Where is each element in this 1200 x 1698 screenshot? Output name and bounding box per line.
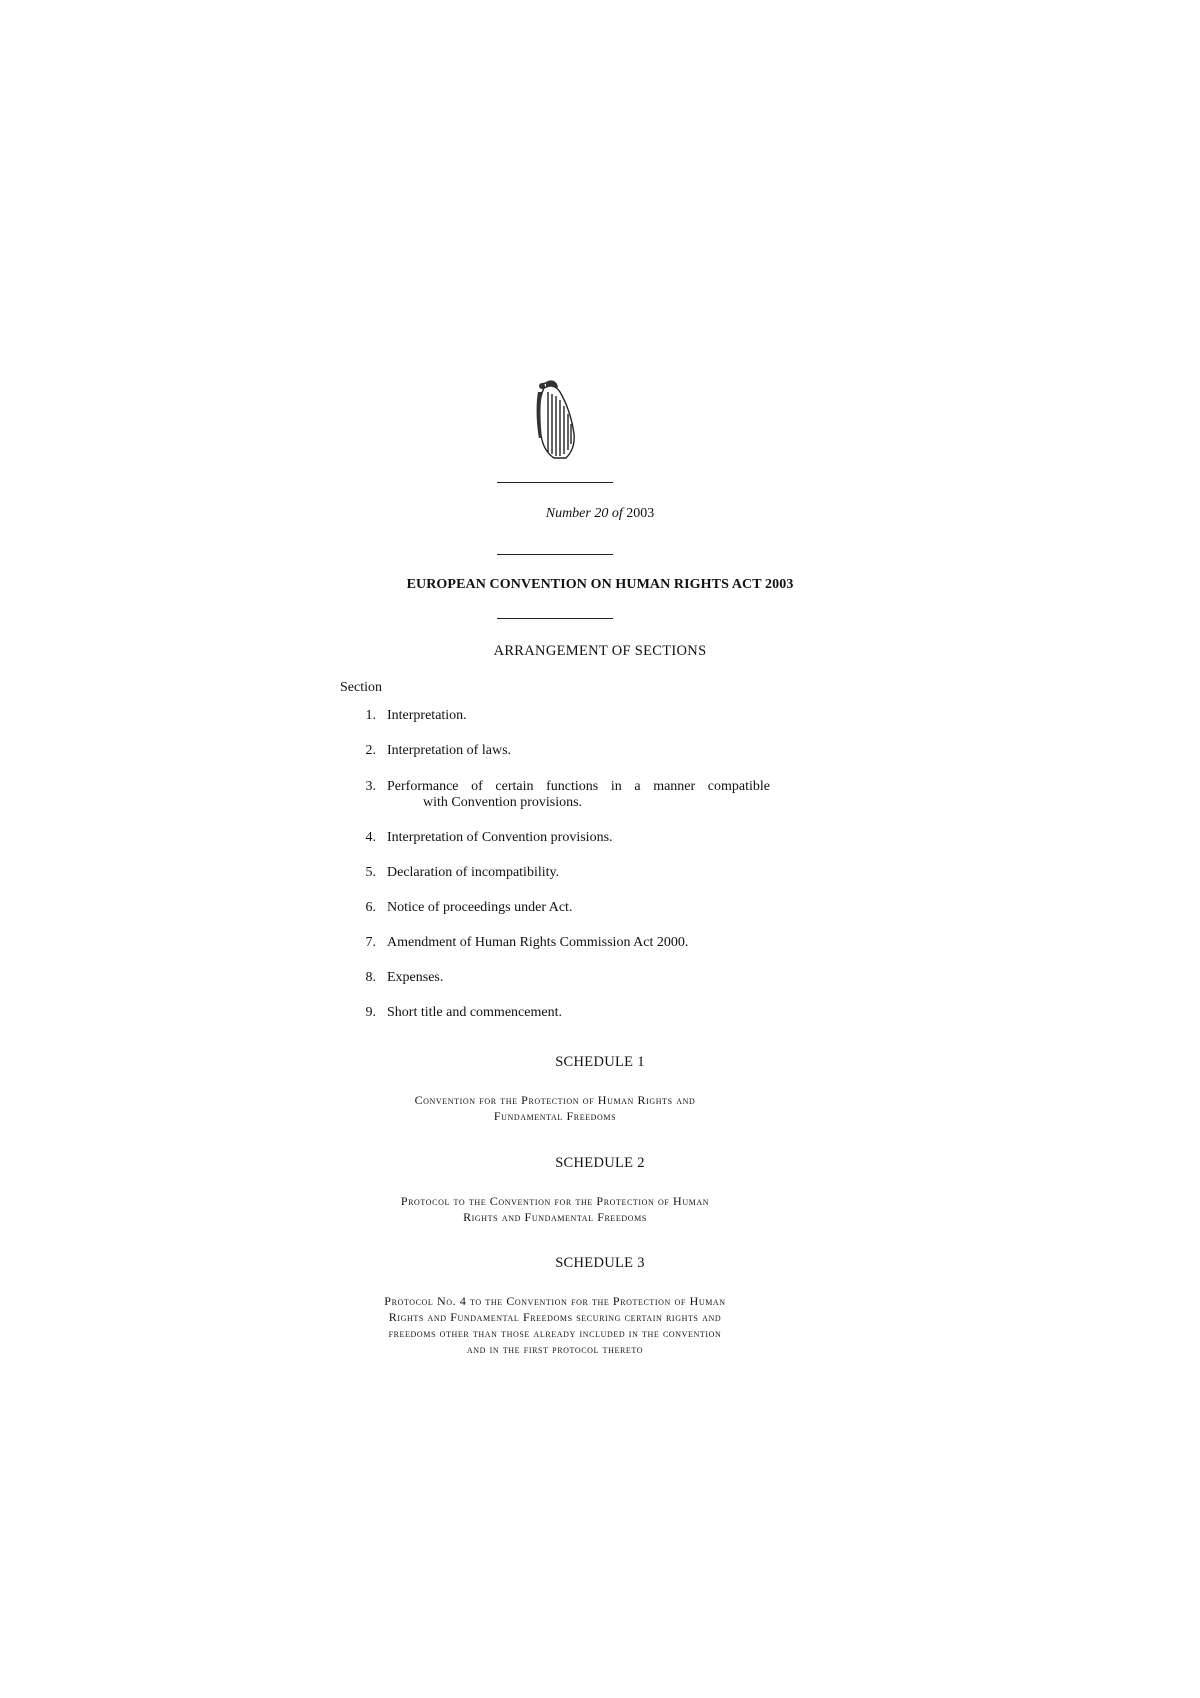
schedule-3-title (340, 1293, 770, 1357)
section-column-label: Section (340, 680, 382, 695)
schedule-2-heading: SCHEDULE 2 (555, 1155, 645, 1171)
act-number (0, 506, 1200, 522)
toc-item-number: 9. (365, 1005, 376, 1020)
schedule-title-line: Protocol No. 4 to the Convention for the Protection of Human (384, 1294, 726, 1308)
toc-item-text: Amendment of Human Rights Commission Act 2000. (387, 935, 689, 950)
toc-item-number: 4. (365, 830, 376, 845)
schedule-title-line: Rights and Fundamental Freedoms (463, 1210, 647, 1224)
schedule-title-line: Convention for the Protection of Human Rights and (414, 1093, 696, 1107)
arrangement-heading: ARRANGEMENT OF SECTIONS (493, 643, 707, 659)
toc-item-text: Interpretation. (387, 708, 467, 723)
schedule-1-heading: SCHEDULE 1 (555, 1054, 645, 1070)
toc-item-text-continued: with Convention provisions. (423, 795, 583, 810)
toc-item-text: Short title and commencement. (387, 1005, 562, 1020)
number-year: 2003 (626, 506, 655, 521)
schedule-title-line: Rights and Fundamental Freedoms securing certain rights and (388, 1310, 722, 1324)
toc-item-text: Notice of proceedings under Act. (387, 900, 573, 915)
harp-emblem-icon (530, 378, 582, 462)
toc-item-text: Performance of certain functions in a manner compatible (387, 779, 770, 794)
schedule-1-title (340, 1092, 770, 1124)
toc-item-text: Interpretation of Convention provisions. (387, 830, 613, 845)
toc-item-number: 6. (365, 900, 376, 915)
number-of: of (611, 506, 623, 521)
toc-item-text: Declaration of incompatibility. (387, 865, 560, 880)
toc-item-number: 7. (365, 935, 376, 950)
horizontal-rule (497, 618, 613, 619)
toc-item-number: 8. (365, 970, 376, 985)
toc-item (350, 779, 770, 813)
schedule-2-title (340, 1193, 770, 1225)
horizontal-rule (497, 482, 613, 483)
toc-item-text: Interpretation of laws. (387, 743, 512, 758)
act-title: EUROPEAN CONVENTION ON HUMAN RIGHTS ACT 2003 (406, 577, 794, 592)
toc-item-number: 1. (365, 708, 376, 723)
schedule-title-line: freedoms other than those already included in the convention (388, 1326, 722, 1340)
horizontal-rule (497, 554, 613, 555)
schedule-3-heading: SCHEDULE 3 (555, 1255, 645, 1271)
schedule-title-line: Fundamental Freedoms (493, 1109, 617, 1123)
toc-item-number: 5. (365, 865, 376, 880)
schedule-title-line: and in the first protocol thereto (466, 1342, 644, 1356)
schedule-title-line: Protocol to the Convention for the Protection of Human (400, 1194, 710, 1208)
number-prefix: Number 20 (545, 506, 609, 521)
toc-item-number: 3. (365, 779, 376, 794)
toc-item-number: 2. (365, 743, 376, 758)
toc-item-text: Expenses. (387, 970, 444, 985)
